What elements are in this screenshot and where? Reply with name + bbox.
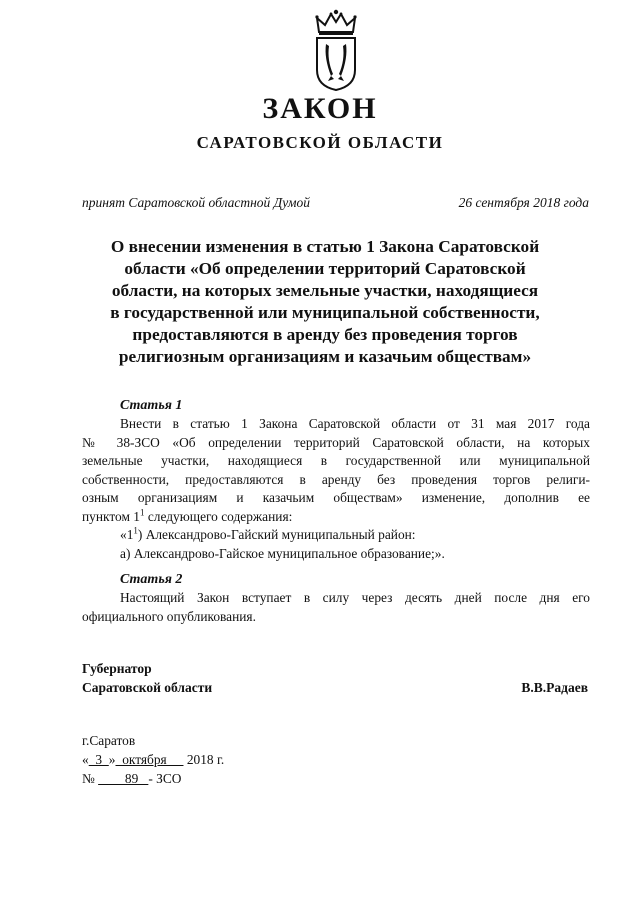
- heading-line: религиозным организациям и казачьим обществам»: [118, 347, 532, 366]
- article-1-title: Статья 1: [120, 398, 183, 413]
- heading-line: О внесении изменения в статью 1 Закона Саратовской: [110, 237, 540, 256]
- governor-position-line: Губернатор: [82, 661, 152, 676]
- adopted-by-text: принят Саратовской областной Думой: [82, 195, 311, 210]
- region-title: САРАТОВСКОЙ ОБЛАСТИ: [196, 133, 444, 152]
- law-heading: [60, 236, 590, 368]
- point-suffix: следующего содержания:: [144, 508, 293, 524]
- date-year: 2018 г.: [183, 752, 225, 767]
- date-month: октября: [115, 752, 184, 767]
- quote-open: «1: [120, 527, 134, 542]
- city: г.Саратов: [82, 733, 136, 748]
- adoption-date: 26 сентября 2018 года: [458, 195, 589, 210]
- point-superscript: 1: [140, 507, 145, 518]
- article-1-line: собственности, предоставляются в аренду без проведения торгов религи-: [82, 471, 590, 487]
- heading-line: области «Об определении территорий Саратовской: [124, 259, 526, 278]
- document-footer: [82, 731, 224, 788]
- heading-line: в государственной или муниципальной собственности,: [110, 303, 540, 322]
- governor-position: [82, 659, 212, 697]
- number-prefix: №: [82, 771, 99, 786]
- governor-position-line: Саратовской области: [82, 680, 213, 695]
- article-1-quote-line: [82, 526, 590, 545]
- article-1-line: Внести в статью 1 Закона Саратовской области от 31 мая 2017 года: [120, 416, 590, 431]
- saratov-coat-of-arms-icon: [311, 8, 361, 92]
- heading-line: предоставляются в аренду без проведения торгов: [132, 325, 518, 344]
- article-1-line: № 38-ЗСО «Об определении территорий Саратовской области, на которых: [82, 434, 590, 450]
- quote-rest: ) Александрово-Гайский муниципальный район:: [137, 527, 416, 542]
- article-1-line: земельные участки, находящиеся в государственной или муниципальной: [82, 453, 590, 468]
- point-prefix: пунктом 1: [82, 508, 140, 524]
- number-suffix: - ЗСО: [148, 771, 182, 786]
- date-mid: »: [108, 752, 116, 767]
- law-title: ЗАКОН: [262, 92, 378, 125]
- article-1-body: [82, 415, 590, 563]
- quote-superscript: 1: [133, 525, 138, 536]
- article-1-line: озным организациям и казачьим обществам» изменение, дополнив ее: [82, 490, 590, 505]
- article-1-point-line: [82, 508, 590, 527]
- governor-name: В.В.Радаев: [521, 680, 588, 695]
- article-2-line: Настоящий Закон вступает в силу через десять дней после дня его: [120, 590, 590, 605]
- article-1-item-a: а) Александрово-Гайское муниципальное образование;».: [120, 545, 445, 561]
- date-open: «: [82, 752, 89, 767]
- number-value: 89: [98, 771, 149, 786]
- article-2-title: Статья 2: [120, 572, 183, 587]
- article-2-body: [82, 589, 590, 626]
- law-number: [82, 769, 224, 788]
- heading-line: области, на которых земельные участки, находящиеся: [111, 281, 539, 300]
- article-2-line: официального опубликования.: [82, 608, 256, 624]
- signing-date: [82, 750, 224, 769]
- date-day: 3: [88, 752, 109, 767]
